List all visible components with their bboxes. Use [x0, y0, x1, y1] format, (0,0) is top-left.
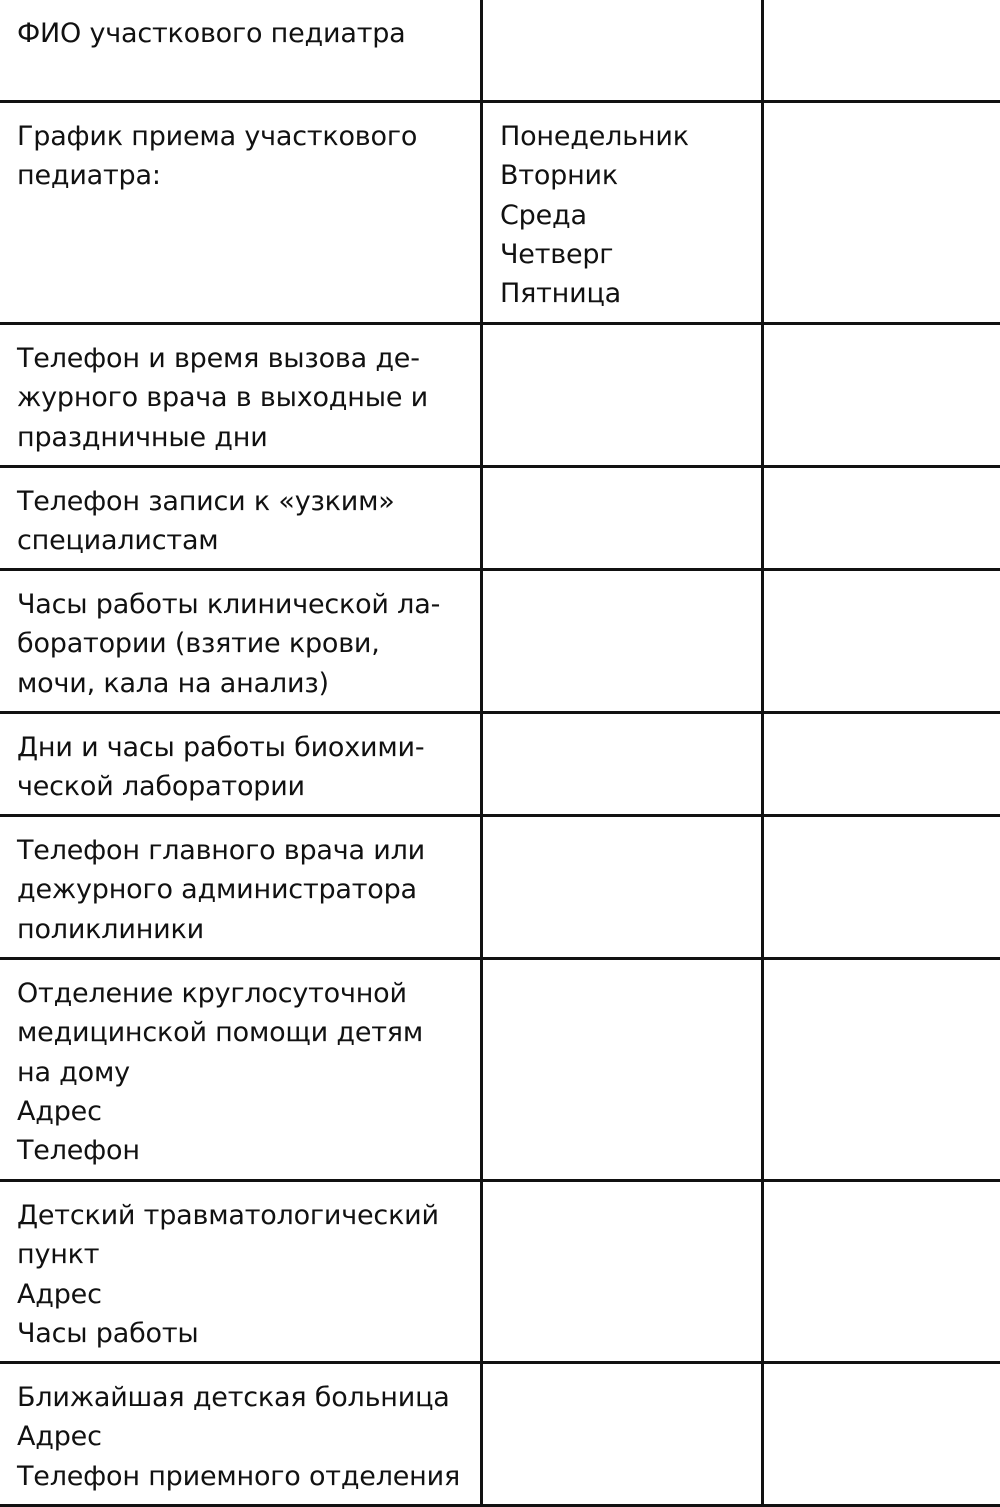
row-extra-cell[interactable] — [763, 959, 1000, 1181]
table-row — [0, 570, 1000, 713]
table-row — [0, 959, 1000, 1181]
row-extra-cell[interactable] — [763, 713, 1000, 816]
row-value-cell[interactable] — [482, 1181, 763, 1363]
table-row — [0, 102, 1000, 324]
row-extra-cell[interactable] — [763, 0, 1000, 102]
row-value-cell[interactable] — [482, 570, 763, 713]
table-row — [0, 1363, 1000, 1506]
table-row — [0, 467, 1000, 570]
row-label: Отделение круглосуточной медицинской помощи детям на дому Адрес Телефон — [0, 959, 482, 1181]
row-label: ФИО участкового педиатра — [0, 0, 482, 102]
row-extra-cell[interactable] — [763, 1181, 1000, 1363]
row-extra-cell[interactable] — [763, 570, 1000, 713]
row-extra-cell[interactable] — [763, 1363, 1000, 1506]
row-value-cell[interactable] — [482, 959, 763, 1181]
table-row — [0, 1181, 1000, 1363]
row-extra-cell[interactable] — [763, 816, 1000, 959]
row-label: Ближайшая детская больница Адрес Телефон приемного отделения — [0, 1363, 482, 1506]
row-label: График приема участкового педиатра: — [0, 102, 482, 324]
row-value-cell[interactable] — [482, 713, 763, 816]
row-label: Дни и часы работы биохими- ческой лаборатории — [0, 713, 482, 816]
row-label: Телефон записи к «узким» специалистам — [0, 467, 482, 570]
row-value-cell[interactable] — [482, 324, 763, 467]
table-row — [0, 713, 1000, 816]
row-extra-cell[interactable] — [763, 102, 1000, 324]
row-value-cell[interactable] — [482, 1363, 763, 1506]
row-value-cell[interactable] — [482, 0, 763, 102]
row-value-cell[interactable] — [482, 816, 763, 959]
row-extra-cell[interactable] — [763, 467, 1000, 570]
row-label: Часы работы клинической ла- боратории (взятие крови, мочи, кала на анализ) — [0, 570, 482, 713]
table-row — [0, 0, 1000, 102]
row-label: Детский травматологический пункт Адрес Часы работы — [0, 1181, 482, 1363]
row-label: Телефон и время вызова де- журного врача в выходные и праздничные дни — [0, 324, 482, 467]
row-value-cell[interactable] — [482, 467, 763, 570]
table-row — [0, 816, 1000, 959]
weekday-list[interactable]: Понедельник Вторник Среда Четверг Пятница — [482, 102, 763, 324]
table-row — [0, 324, 1000, 467]
row-label: Телефон главного врача или дежурного администратора поликлиники — [0, 816, 482, 959]
row-extra-cell[interactable] — [763, 324, 1000, 467]
